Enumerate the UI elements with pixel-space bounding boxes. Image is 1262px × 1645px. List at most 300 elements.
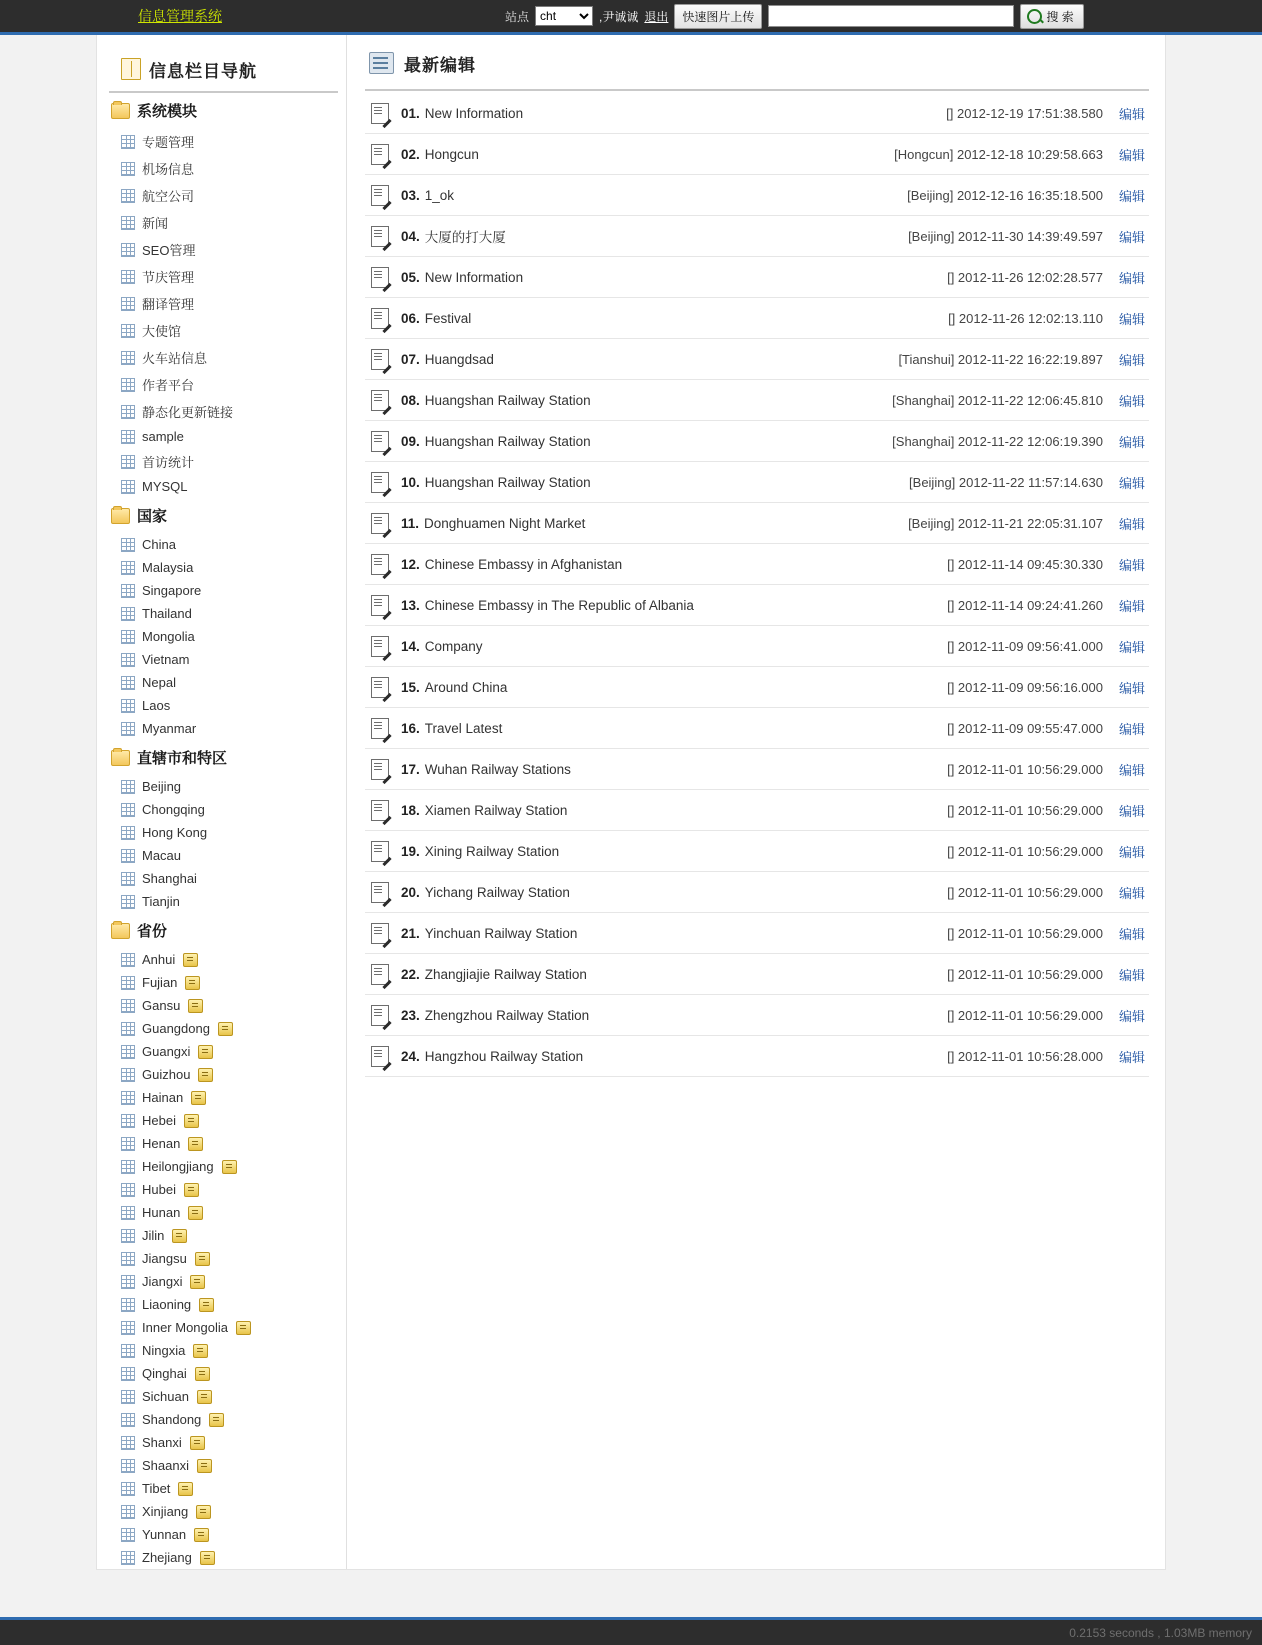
sidebar-item-label: Macau	[142, 848, 182, 863]
edit-link[interactable]: 编辑	[1118, 352, 1145, 368]
new-badge-icon	[184, 1114, 199, 1128]
top-bar	[0, 0, 1262, 35]
grid-icon	[121, 803, 135, 817]
sidebar-item-label: Shanghai	[142, 871, 197, 886]
new-badge-icon	[190, 1436, 205, 1450]
grid-icon	[121, 1114, 135, 1128]
row-title: Festival	[424, 310, 472, 326]
sidebar-item-singapore[interactable]	[97, 579, 346, 602]
document-edit-icon	[371, 841, 389, 862]
sidebar-item-label: 新闻	[142, 216, 169, 231]
edit-link[interactable]: 编辑	[1118, 639, 1145, 655]
row-timestamp: [] 2012-11-01 10:56:29.000	[947, 761, 1103, 777]
grid-icon	[121, 480, 135, 494]
row-timestamp: [] 2012-11-01 10:56:28.000	[947, 1048, 1103, 1064]
sidebar-item-节庆管理[interactable]	[97, 263, 346, 290]
row-title: Company	[424, 638, 483, 654]
sidebar-item-label: Guizhou	[142, 1067, 191, 1082]
new-badge-icon	[172, 1229, 187, 1243]
row-timestamp: [Beijing] 2012-12-16 16:35:18.500	[907, 187, 1103, 203]
row-timestamp: [] 2012-11-09 09:55:47.000	[947, 720, 1103, 736]
grid-icon	[121, 1068, 135, 1082]
grid-icon	[121, 216, 135, 230]
edit-link[interactable]: 编辑	[1118, 106, 1145, 122]
grid-icon	[121, 999, 135, 1013]
folder-icon	[111, 923, 130, 939]
document-edit-icon	[371, 226, 389, 247]
new-badge-icon	[199, 1298, 214, 1312]
document-edit-icon	[371, 1046, 389, 1067]
sidebar-item-anhui[interactable]	[97, 948, 346, 971]
grid-icon	[121, 455, 135, 469]
row-title: Hangzhou Railway Station	[424, 1048, 584, 1064]
sidebar-item-sichuan[interactable]	[97, 1385, 346, 1408]
sidebar-item-fujian[interactable]	[97, 971, 346, 994]
row-number: 24.	[401, 1048, 420, 1064]
new-badge-icon	[200, 1551, 215, 1565]
edit-link[interactable]: 编辑	[1118, 475, 1145, 491]
document-edit-icon	[371, 718, 389, 739]
edit-link[interactable]: 编辑	[1118, 926, 1145, 942]
sidebar-header	[109, 47, 338, 93]
row-title: Chinese Embassy in Afghanistan	[424, 556, 623, 572]
row-title: Huangshan Railway Station	[424, 433, 591, 449]
grid-icon	[121, 1367, 135, 1381]
list-icon	[369, 52, 394, 74]
sidebar-item-label: Liaoning	[142, 1297, 192, 1312]
grid-icon	[121, 324, 135, 338]
row-number: 19.	[401, 843, 420, 859]
logout-link[interactable]: 退出	[644, 9, 669, 24]
new-badge-icon	[196, 1505, 211, 1519]
sidebar-item-label: Mongolia	[142, 629, 195, 644]
grid-icon	[121, 849, 135, 863]
search-input[interactable]	[768, 5, 1014, 27]
sidebar-item-macau[interactable]	[97, 844, 346, 867]
row-title: Huangshan Railway Station	[424, 392, 591, 408]
row-number: 13.	[401, 597, 420, 613]
sidebar-item-guangdong[interactable]	[97, 1017, 346, 1040]
document-edit-icon	[371, 185, 389, 206]
row-number: 23.	[401, 1007, 420, 1023]
grid-icon	[121, 1183, 135, 1197]
edit-link[interactable]: 编辑	[1118, 680, 1145, 696]
edit-link[interactable]: 编辑	[1118, 311, 1145, 327]
row-title: Huangdsad	[424, 351, 494, 367]
new-badge-icon	[197, 1459, 212, 1473]
grid-icon	[121, 1528, 135, 1542]
sidebar-item-inner-mongolia[interactable]	[97, 1316, 346, 1339]
sidebar-item-yunnan[interactable]	[97, 1523, 346, 1546]
row-title: Around China	[424, 679, 508, 695]
sidebar-item-label: Chongqing	[142, 802, 205, 817]
sidebar-item-nepal[interactable]	[97, 671, 346, 694]
row-title: 1_ok	[424, 187, 455, 203]
grid-icon	[121, 538, 135, 552]
sidebar-item-label: 专题管理	[142, 135, 195, 150]
row-timestamp: [] 2012-11-14 09:45:30.330	[947, 556, 1103, 572]
sidebar-item-hainan[interactable]	[97, 1086, 346, 1109]
document-edit-icon	[371, 800, 389, 821]
document-edit-icon	[371, 103, 389, 124]
row-number: 17.	[401, 761, 420, 777]
row-timestamp: [Shanghai] 2012-11-22 12:06:45.810	[892, 392, 1103, 408]
sidebar-item-zhejiang[interactable]	[97, 1546, 346, 1569]
sidebar-item-label: Laos	[142, 698, 171, 713]
new-badge-icon	[185, 976, 200, 990]
sidebar-item-shandong[interactable]	[97, 1408, 346, 1431]
sidebar-item-shaanxi[interactable]	[97, 1454, 346, 1477]
row-timestamp: [] 2012-11-01 10:56:29.000	[947, 843, 1103, 859]
sidebar-item-heilongjiang[interactable]	[97, 1155, 346, 1178]
search-button-label: 搜 索	[1046, 9, 1074, 24]
row-timestamp: [] 2012-11-01 10:56:29.000	[947, 925, 1103, 941]
sidebar-item-大使馆[interactable]	[97, 317, 346, 344]
document-edit-icon	[371, 349, 389, 370]
table-row	[365, 216, 1149, 257]
document-edit-icon	[371, 636, 389, 657]
sidebar-item-jilin[interactable]	[97, 1224, 346, 1247]
sidebar-item-label: 机场信息	[142, 162, 195, 177]
sidebar-item-label: Shandong	[142, 1412, 202, 1427]
sidebar-item-mysql[interactable]	[97, 475, 346, 498]
sidebar-item-liaoning[interactable]	[97, 1293, 346, 1316]
sidebar-item-label: Myanmar	[142, 721, 197, 736]
edit-link[interactable]: 编辑	[1118, 1008, 1145, 1024]
grid-icon	[121, 243, 135, 257]
row-number: 04.	[401, 228, 420, 244]
table-row	[365, 790, 1149, 831]
grid-icon	[121, 1436, 135, 1450]
grid-icon	[121, 1091, 135, 1105]
performance-stats: 0.2153 seconds , 1.03MB memory	[1069, 1625, 1252, 1640]
new-badge-icon	[184, 1183, 199, 1197]
document-edit-icon	[371, 472, 389, 493]
sidebar-item-hebei[interactable]	[97, 1109, 346, 1132]
row-number: 16.	[401, 720, 420, 736]
row-timestamp: [Beijing] 2012-11-30 14:39:49.597	[908, 228, 1103, 244]
row-number: 14.	[401, 638, 420, 654]
row-number: 06.	[401, 310, 420, 326]
sidebar-item-label: Fujian	[142, 975, 178, 990]
sidebar-item-sample[interactable]	[97, 425, 346, 448]
sidebar-item-label: SEO管理	[142, 243, 196, 258]
sidebar-item-label: Anhui	[142, 952, 176, 967]
quick-image-upload-button[interactable]: 快速图片上传	[674, 4, 762, 29]
grid-icon	[121, 1275, 135, 1289]
row-timestamp: [Beijing] 2012-11-21 22:05:31.107	[908, 515, 1103, 531]
sidebar-item-label: Hebei	[142, 1113, 176, 1128]
new-badge-icon	[178, 1482, 193, 1496]
row-title: Xining Railway Station	[424, 843, 560, 859]
sidebar-item-label: Hunan	[142, 1205, 181, 1220]
edit-link[interactable]: 编辑	[1118, 1049, 1145, 1065]
sidebar-group-label: 国家	[137, 508, 168, 525]
document-edit-icon	[371, 759, 389, 780]
sidebar-item-label: Qinghai	[142, 1366, 187, 1381]
table-row	[365, 544, 1149, 585]
sidebar-item-label: Shaanxi	[142, 1458, 189, 1473]
row-number: 08.	[401, 392, 420, 408]
row-number: 22.	[401, 966, 420, 982]
grid-icon	[121, 270, 135, 284]
sidebar-item-thailand[interactable]	[97, 602, 346, 625]
sidebar-item-xinjiang[interactable]	[97, 1500, 346, 1523]
edit-link[interactable]: 编辑	[1118, 147, 1145, 163]
sidebar-item-label: 大使馆	[142, 324, 182, 339]
row-timestamp: [] 2012-11-14 09:24:41.260	[947, 597, 1103, 613]
sidebar-item-静态化更新链接[interactable]	[97, 398, 346, 425]
grid-icon	[121, 630, 135, 644]
sidebar-item-tianjin[interactable]	[97, 890, 346, 913]
sidebar-item-chongqing[interactable]	[97, 798, 346, 821]
new-badge-icon	[209, 1413, 224, 1427]
grid-icon	[121, 430, 135, 444]
row-number: 18.	[401, 802, 420, 818]
document-edit-icon	[371, 431, 389, 452]
sidebar-nav	[97, 93, 346, 1569]
table-row	[365, 503, 1149, 544]
edit-link[interactable]: 编辑	[1118, 803, 1145, 819]
grid-icon	[121, 676, 135, 690]
sidebar-item-shanxi[interactable]	[97, 1431, 346, 1454]
edit-link[interactable]: 编辑	[1118, 516, 1145, 532]
grid-icon	[121, 162, 135, 176]
row-timestamp: [] 2012-11-01 10:56:29.000	[947, 802, 1103, 818]
sidebar-item-label: Henan	[142, 1136, 181, 1151]
row-number: 20.	[401, 884, 420, 900]
sidebar-item-jiangsu[interactable]	[97, 1247, 346, 1270]
grid-icon	[121, 189, 135, 203]
edit-link[interactable]: 编辑	[1118, 557, 1145, 573]
edit-link[interactable]: 编辑	[1118, 967, 1145, 983]
sidebar-item-label: Gansu	[142, 998, 181, 1013]
new-badge-icon	[198, 1068, 213, 1082]
row-title: Wuhan Railway Stations	[424, 761, 571, 777]
document-edit-icon	[371, 923, 389, 944]
edit-link[interactable]: 编辑	[1118, 393, 1145, 409]
sidebar-item-seo管理[interactable]	[97, 236, 346, 263]
new-badge-icon	[195, 1252, 210, 1266]
sidebar-item-label: Shanxi	[142, 1435, 182, 1450]
grid-icon	[121, 405, 135, 419]
sidebar-group-label: 直辖市和特区	[137, 750, 228, 767]
edit-link[interactable]: 编辑	[1118, 598, 1145, 614]
sidebar-item-vietnam[interactable]	[97, 648, 346, 671]
table-row	[365, 954, 1149, 995]
folder-icon	[111, 750, 130, 766]
document-edit-icon	[371, 964, 389, 985]
table-row	[365, 175, 1149, 216]
sidebar-item-malaysia[interactable]	[97, 556, 346, 579]
sidebar-item-hubei[interactable]	[97, 1178, 346, 1201]
table-row	[365, 93, 1149, 134]
grid-icon	[121, 1505, 135, 1519]
sidebar-item-label: Yunnan	[142, 1527, 187, 1542]
table-row	[365, 626, 1149, 667]
row-title: Donghuamen Night Market	[424, 515, 586, 531]
table-row	[365, 585, 1149, 626]
grid-icon	[121, 953, 135, 967]
book-icon	[121, 58, 141, 80]
search-icon	[1027, 9, 1042, 24]
table-row	[365, 1036, 1149, 1077]
sidebar-item-jiangxi[interactable]	[97, 1270, 346, 1293]
new-badge-icon	[194, 1528, 209, 1542]
grid-icon	[121, 780, 135, 794]
sidebar-item-ningxia[interactable]	[97, 1339, 346, 1362]
row-number: 09.	[401, 433, 420, 449]
row-timestamp: [] 2012-12-19 17:51:38.580	[946, 105, 1103, 121]
sidebar-item-label: Malaysia	[142, 560, 194, 575]
sidebar-item-航空公司[interactable]	[97, 182, 346, 209]
grid-icon	[121, 1206, 135, 1220]
grid-icon	[121, 653, 135, 667]
sidebar-item-hunan[interactable]	[97, 1201, 346, 1224]
sidebar-item-label: Zhejiang	[142, 1550, 192, 1565]
new-badge-icon	[195, 1367, 210, 1381]
new-badge-icon	[188, 999, 203, 1013]
document-edit-icon	[371, 144, 389, 165]
row-timestamp: [Beijing] 2012-11-22 11:57:14.630	[909, 474, 1103, 490]
sidebar-item-qinghai[interactable]	[97, 1362, 346, 1385]
table-row	[365, 749, 1149, 790]
edit-link[interactable]: 编辑	[1118, 434, 1145, 450]
document-edit-icon	[371, 390, 389, 411]
sidebar-item-mongolia[interactable]	[97, 625, 346, 648]
document-edit-icon	[371, 677, 389, 698]
sidebar-title: 信息栏目导航	[149, 61, 257, 81]
footer	[0, 1617, 1262, 1645]
current-user: ,尹诚诚	[599, 9, 639, 24]
sidebar-item-label: Guangxi	[142, 1044, 191, 1059]
new-badge-icon	[218, 1022, 233, 1036]
row-title: Hongcun	[424, 146, 479, 162]
row-timestamp: [] 2012-11-01 10:56:29.000	[947, 966, 1103, 982]
sidebar-item-guizhou[interactable]	[97, 1063, 346, 1086]
sidebar-item-shanghai[interactable]	[97, 867, 346, 890]
row-title: Travel Latest	[424, 720, 503, 736]
row-title: Chinese Embassy in The Republic of Albania	[424, 597, 694, 613]
row-number: 15.	[401, 679, 420, 695]
document-edit-icon	[371, 1005, 389, 1026]
grid-icon	[121, 1229, 135, 1243]
sidebar-item-新闻[interactable]	[97, 209, 346, 236]
sidebar-item-label: 作者平台	[142, 378, 195, 393]
sidebar-item-guangxi[interactable]	[97, 1040, 346, 1063]
edit-link[interactable]: 编辑	[1118, 270, 1145, 286]
new-badge-icon	[197, 1390, 212, 1404]
sidebar-item-label: Jiangsu	[142, 1251, 187, 1266]
sidebar-group-label: 省份	[137, 923, 168, 940]
grid-icon	[121, 1413, 135, 1427]
sidebar-item-火车站信息[interactable]	[97, 344, 346, 371]
sidebar-item-label: Hainan	[142, 1090, 184, 1105]
document-edit-icon	[371, 595, 389, 616]
sidebar-item-label: 火车站信息	[142, 351, 208, 366]
site-logo-link[interactable]: 信息管理系统	[138, 8, 222, 24]
row-title: New Information	[424, 105, 524, 121]
sidebar-item-专题管理[interactable]	[97, 128, 346, 155]
sidebar-group	[97, 498, 346, 533]
row-number: 02.	[401, 146, 420, 162]
grid-icon	[121, 1137, 135, 1151]
edit-link[interactable]: 编辑	[1118, 885, 1145, 901]
sidebar	[97, 35, 347, 1569]
sidebar-item-myanmar[interactable]	[97, 717, 346, 740]
document-edit-icon	[371, 267, 389, 288]
sidebar-item-作者平台[interactable]	[97, 371, 346, 398]
grid-icon	[121, 1298, 135, 1312]
row-number: 11.	[401, 515, 420, 531]
row-timestamp: [Shanghai] 2012-11-22 12:06:19.390	[892, 433, 1103, 449]
sidebar-item-首访统计[interactable]	[97, 448, 346, 475]
sidebar-item-gansu[interactable]	[97, 994, 346, 1017]
sidebar-item-beijing[interactable]	[97, 775, 346, 798]
sidebar-item-label: Tibet	[142, 1481, 171, 1496]
sidebar-item-翻译管理[interactable]	[97, 290, 346, 317]
table-row	[365, 872, 1149, 913]
row-title: Yichang Railway Station	[424, 884, 570, 900]
folder-icon	[111, 103, 130, 119]
document-edit-icon	[371, 513, 389, 534]
edit-link[interactable]: 编辑	[1118, 844, 1145, 860]
table-row	[365, 667, 1149, 708]
table-row	[365, 257, 1149, 298]
row-timestamp: [] 2012-11-09 09:56:16.000	[947, 679, 1103, 695]
edit-link[interactable]: 编辑	[1118, 229, 1145, 245]
table-row	[365, 462, 1149, 503]
sidebar-item-label: sample	[142, 429, 184, 444]
sidebar-item-tibet[interactable]	[97, 1477, 346, 1500]
sidebar-item-henan[interactable]	[97, 1132, 346, 1155]
search-button[interactable]	[1020, 4, 1083, 29]
grid-icon	[121, 378, 135, 392]
sidebar-item-label: Nepal	[142, 675, 176, 690]
sidebar-item-label: Jiangxi	[142, 1274, 183, 1289]
sidebar-group	[97, 93, 346, 128]
edit-link[interactable]: 编辑	[1118, 188, 1145, 204]
sidebar-item-label: Inner Mongolia	[142, 1320, 228, 1335]
page-wrapper	[96, 35, 1166, 1570]
sidebar-item-label: 静态化更新链接	[142, 405, 234, 420]
sidebar-item-label: MYSQL	[142, 479, 188, 494]
grid-icon	[121, 1022, 135, 1036]
grid-icon	[121, 826, 135, 840]
sidebar-item-laos[interactable]	[97, 694, 346, 717]
sidebar-item-label: Xinjiang	[142, 1504, 189, 1519]
table-row	[365, 339, 1149, 380]
grid-icon	[121, 1160, 135, 1174]
sidebar-item-china[interactable]	[97, 533, 346, 556]
site-select[interactable]	[535, 6, 593, 26]
row-timestamp: [] 2012-11-01 10:56:29.000	[947, 1007, 1103, 1023]
recent-edits-list	[365, 93, 1149, 1077]
sidebar-item-hong-kong[interactable]	[97, 821, 346, 844]
row-number: 01.	[401, 105, 420, 121]
folder-icon	[111, 508, 130, 524]
sidebar-item-label: 节庆管理	[142, 270, 195, 285]
grid-icon	[121, 1390, 135, 1404]
edit-link[interactable]: 编辑	[1118, 721, 1145, 737]
site-select-label: 站点	[505, 9, 530, 24]
sidebar-item-机场信息[interactable]	[97, 155, 346, 182]
sidebar-item-label: 航空公司	[142, 189, 195, 204]
edit-link[interactable]: 编辑	[1118, 762, 1145, 778]
table-row	[365, 913, 1149, 954]
table-row	[365, 134, 1149, 175]
sidebar-item-label: China	[142, 537, 176, 552]
